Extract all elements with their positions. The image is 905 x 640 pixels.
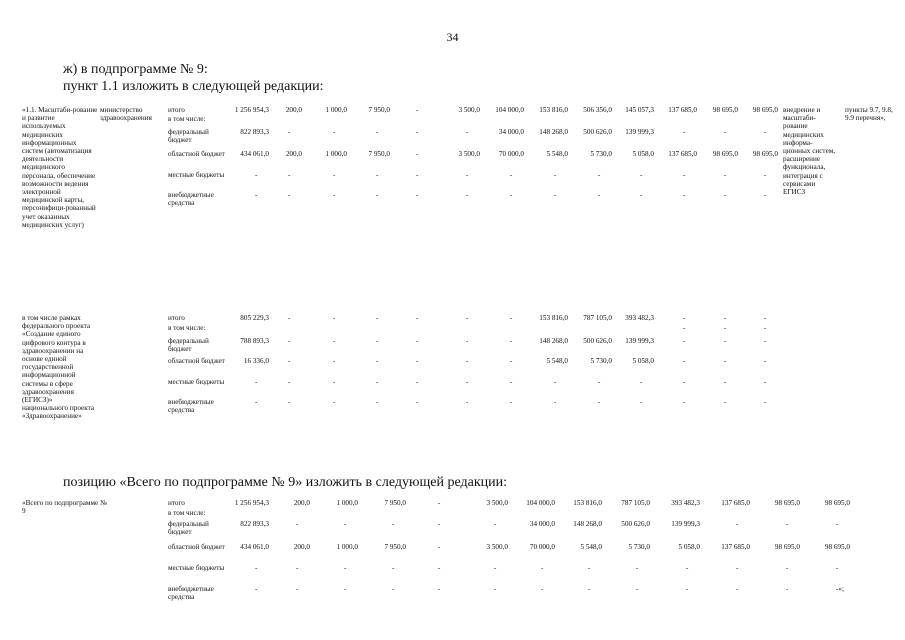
block3-cell: - xyxy=(255,564,258,572)
block1-cell: 98 695,0 xyxy=(752,106,778,114)
block1-cell: - xyxy=(416,150,419,158)
block2-cell: 5 548,0 xyxy=(546,357,568,365)
block3-cell: 434 061,0 xyxy=(240,543,269,551)
block3-cell: 1 000,0 xyxy=(336,499,358,507)
block3-cell: 70 000,0 xyxy=(529,543,555,551)
block2-cell: 16 336,0 xyxy=(243,357,269,365)
block2-cell: 5 058,0 xyxy=(632,357,654,365)
b2-src-vtch: в том числе: xyxy=(168,324,206,332)
block2-cell: 153 816,0 xyxy=(539,314,568,322)
block1-cell: - xyxy=(764,128,767,136)
block2-cell: - xyxy=(288,337,291,345)
block1-cell: 500 626,0 xyxy=(583,128,612,136)
block3-cell: 98 695,0 xyxy=(824,499,850,507)
block2-cell: - xyxy=(466,398,469,406)
block2-cell: - xyxy=(724,337,727,345)
block2-cell: - xyxy=(683,378,686,386)
block2-cell: 500 626,0 xyxy=(583,337,612,345)
block3-cell: 1 256 954,3 xyxy=(234,499,269,507)
heading-item: пункт 1.1 изложить в следующей редакции: xyxy=(63,79,324,94)
b2-src-fed: федеральный бюджет xyxy=(168,337,209,354)
block2-cell: - xyxy=(255,378,258,386)
block2-cell: - xyxy=(510,337,513,345)
block3-cell: - xyxy=(786,564,789,572)
block3-cell: 104 000,0 xyxy=(526,499,555,507)
b2-src-mest: местные бюджеты xyxy=(168,378,225,386)
block1-cell: 7 950,0 xyxy=(368,150,390,158)
block2-cell: 5 730,0 xyxy=(590,357,612,365)
block3-cell: 3 500,0 xyxy=(486,499,508,507)
block3-cell: 3 500,0 xyxy=(486,543,508,551)
b1-src-itogo: итого xyxy=(168,106,185,114)
block1-cell: - xyxy=(640,171,643,179)
block3-name: «Всего по подпрограмме № 9 xyxy=(22,499,107,516)
block2-cell: 805 229,3 xyxy=(240,314,269,322)
block2-cell: - xyxy=(376,314,379,322)
block1-cell: - xyxy=(764,171,767,179)
block3-cell: - xyxy=(344,520,347,528)
block3-cell: - xyxy=(686,585,689,593)
b1-src-vneb: внебюджетные средства xyxy=(168,191,214,208)
block1-cell: 822 893,3 xyxy=(240,128,269,136)
block2-cell: - xyxy=(764,398,767,406)
block3-cell: 34 000,0 xyxy=(529,520,555,528)
block1-cell: - xyxy=(554,171,557,179)
block3-cell: - xyxy=(836,520,839,528)
block3-cell: 7 950,0 xyxy=(384,543,406,551)
block1-cell: - xyxy=(510,191,513,199)
block1-cell: 137 685,0 xyxy=(668,106,697,114)
block2-cell: - xyxy=(683,337,686,345)
block2-cell: 788 893,3 xyxy=(240,337,269,345)
block2-cell: - xyxy=(416,337,419,345)
block3-cell: 98 695,0 xyxy=(824,543,850,551)
block3-cell: 137 685,0 xyxy=(721,543,750,551)
block2-cell: - xyxy=(683,314,686,322)
block3-cell: - xyxy=(836,564,839,572)
block3-cell: - xyxy=(494,585,497,593)
block1-cell: - xyxy=(598,171,601,179)
block2-cell: - xyxy=(466,378,469,386)
block3-cell: 5 730,0 xyxy=(628,543,650,551)
block2-cell: - xyxy=(333,357,336,365)
page-number: 34 xyxy=(446,30,459,44)
block1-cell: 3 500,0 xyxy=(458,106,480,114)
b3-src-vtch: в том числе: xyxy=(168,509,206,517)
block1-cell: 1 000,0 xyxy=(325,106,347,114)
heading-total: позицию «Всего по подпрограмме № 9» изложить в следующей редакции: xyxy=(63,475,508,490)
block1-cell: 5 730,0 xyxy=(590,150,612,158)
block2-cell: - xyxy=(724,314,727,322)
block2-cell: - xyxy=(466,314,469,322)
block1-cell: 34 000,0 xyxy=(498,128,524,136)
block3-cell: - xyxy=(296,564,299,572)
block1-cell: - xyxy=(288,128,291,136)
block3-cell: 148 268,0 xyxy=(573,520,602,528)
block3-cell: 787 105,0 xyxy=(621,499,650,507)
block1-cell: 70 000,0 xyxy=(498,150,524,158)
b2-src-obl: областной бюджет xyxy=(168,357,225,365)
block3-cell: 98 695,0 xyxy=(774,543,800,551)
b3-src-itogo: итого xyxy=(168,499,185,507)
block1-cell: - xyxy=(724,191,727,199)
block1-cell: 137 685,0 xyxy=(668,150,697,158)
block2-cell: - xyxy=(416,398,419,406)
block1-cell: 1 256 954,3 xyxy=(234,106,269,114)
block1-cell: - xyxy=(466,128,469,136)
block2-cell: - xyxy=(288,357,291,365)
block1-name: «1.1. Масштаби-рование и развитие используемых медицинских информационных систем (автоматизация деятельности медицинского персонала, обеспечение возможности ведения электронной медицинской карты, персонифици-рованный учет оказанных медицинских услуг) xyxy=(22,106,98,229)
block2-cell: 787 105,0 xyxy=(583,314,612,322)
block1-cell: - xyxy=(416,171,419,179)
block2-cell: - xyxy=(333,314,336,322)
block1-executor: министерство здравоохранения xyxy=(100,106,152,123)
block2-cell: - xyxy=(764,337,767,345)
block1-cell: - xyxy=(376,171,379,179)
block1-cell: 506 356,0 xyxy=(583,106,612,114)
block1-cell: - xyxy=(466,191,469,199)
block3-cell: 5 058,0 xyxy=(678,543,700,551)
block2-cell: - xyxy=(333,398,336,406)
block3-cell: - xyxy=(296,520,299,528)
block3-cell: 139 999,3 xyxy=(671,520,700,528)
block1-cell: 98 695,0 xyxy=(712,106,738,114)
block1-cell: 5 548,0 xyxy=(546,150,568,158)
block1-cell: 200,0 xyxy=(285,150,302,158)
block1-result: внедрение и масштаби-рование медицинских информа-ционных систем, расширение функционала, интеграция с сервисами ЕГИСЗ xyxy=(783,106,836,197)
block1-cell: - xyxy=(255,191,258,199)
block2-cell: - xyxy=(554,378,557,386)
block2-cell: - xyxy=(333,337,336,345)
block3-cell: 5 548,0 xyxy=(580,543,602,551)
block2-cell: - xyxy=(764,357,767,365)
block1-cell: - xyxy=(466,171,469,179)
block1-cell: - xyxy=(724,171,727,179)
b3-src-mest: местные бюджеты xyxy=(168,564,225,572)
block1-cell: - xyxy=(724,128,727,136)
block2-cell: - xyxy=(764,378,767,386)
block2-cell: - xyxy=(288,378,291,386)
block2-cell: - xyxy=(376,337,379,345)
block3-cell: - xyxy=(255,585,258,593)
block3-cell: - xyxy=(736,585,739,593)
block3-cell: 7 950,0 xyxy=(384,499,406,507)
block3-cell: 98 695,0 xyxy=(774,499,800,507)
block2-cell: - xyxy=(724,324,727,332)
block1-cell: - xyxy=(255,171,258,179)
block3-cell: 200,0 xyxy=(293,543,310,551)
block2-cell: - xyxy=(683,398,686,406)
block1-cell: 98 695,0 xyxy=(752,150,778,158)
block1-cell: 104 000,0 xyxy=(495,106,524,114)
block2-cell: - xyxy=(724,357,727,365)
block3-cell: - xyxy=(296,585,299,593)
block2-cell: - xyxy=(724,378,727,386)
block1-cell: 5 058,0 xyxy=(632,150,654,158)
b1-src-vtch: в том числе: xyxy=(168,115,206,123)
block3-cell: - xyxy=(786,585,789,593)
block1-cell: 7 950,0 xyxy=(368,106,390,114)
block2-cell: - xyxy=(510,378,513,386)
block2-cell: - xyxy=(510,314,513,322)
block3-cell: 153 816,0 xyxy=(573,499,602,507)
block3-cell: - xyxy=(588,585,591,593)
block2-cell: 139 999,3 xyxy=(625,337,654,345)
b2-src-vneb: внебюджетные средства xyxy=(168,398,214,415)
block1-cell: - xyxy=(683,171,686,179)
block2-cell: - xyxy=(764,314,767,322)
block3-cell: - xyxy=(494,564,497,572)
block1-cell: - xyxy=(598,191,601,199)
block1-cell: - xyxy=(683,191,686,199)
block2-cell: - xyxy=(333,378,336,386)
block2-cell: - xyxy=(416,378,419,386)
block3-cell: - xyxy=(636,585,639,593)
block3-cell: - xyxy=(736,520,739,528)
block2-cell: - xyxy=(640,378,643,386)
block2-cell: - xyxy=(376,378,379,386)
block1-cell: - xyxy=(416,106,419,114)
block1-cell: 148 268,0 xyxy=(539,128,568,136)
b3-src-obl: областной бюджет xyxy=(168,543,225,551)
block1-cell: 3 500,0 xyxy=(458,150,480,158)
block3-cell: - xyxy=(541,585,544,593)
block2-cell: - xyxy=(376,398,379,406)
block1-cell: 200,0 xyxy=(285,106,302,114)
block3-cell: 137 685,0 xyxy=(721,499,750,507)
block2-cell: - xyxy=(683,324,686,332)
block3-cell: - xyxy=(736,564,739,572)
block3-cell: - xyxy=(588,564,591,572)
block2-cell: - xyxy=(764,324,767,332)
b3-src-fed: федеральный бюджет xyxy=(168,520,209,537)
block3-cell: 393 482,3 xyxy=(671,499,700,507)
block1-cell: - xyxy=(288,191,291,199)
block1-cell: - xyxy=(376,191,379,199)
block1-cell: - xyxy=(416,128,419,136)
block1-cell: - xyxy=(333,191,336,199)
block1-cell: 1 000,0 xyxy=(325,150,347,158)
block3-cell: -»; xyxy=(836,585,844,593)
block3-cell: - xyxy=(494,520,497,528)
block1-cell: - xyxy=(333,171,336,179)
block3-cell: - xyxy=(392,520,395,528)
block1-cell: - xyxy=(333,128,336,136)
block2-cell: - xyxy=(598,398,601,406)
block3-cell: 1 000,0 xyxy=(336,543,358,551)
block2-cell: - xyxy=(288,398,291,406)
block2-cell: - xyxy=(466,357,469,365)
block3-cell: - xyxy=(438,543,441,551)
block3-cell: - xyxy=(541,564,544,572)
b1-src-obl: областной бюджет xyxy=(168,150,225,158)
block2-cell: - xyxy=(255,398,258,406)
block1-cell: 139 999,3 xyxy=(625,128,654,136)
block1-cell: - xyxy=(683,128,686,136)
block1-cell: - xyxy=(376,128,379,136)
block3-cell: - xyxy=(344,564,347,572)
block3-cell: - xyxy=(392,564,395,572)
heading-subprogram: ж) в подпрограмме № 9: xyxy=(63,62,208,77)
block2-cell: - xyxy=(288,314,291,322)
block2-cell: - xyxy=(554,398,557,406)
block1-cell: 434 061,0 xyxy=(240,150,269,158)
block2-cell: - xyxy=(466,337,469,345)
block1-cell: - xyxy=(554,191,557,199)
block2-cell: - xyxy=(640,398,643,406)
block3-cell: - xyxy=(392,585,395,593)
block2-cell: - xyxy=(510,357,513,365)
block3-cell: - xyxy=(438,585,441,593)
block1-cell: - xyxy=(288,171,291,179)
block1-link: пункты 9.7, 9.8, 9.9 перечня», xyxy=(845,106,893,123)
b3-src-vneb: внебюджетные средства xyxy=(168,585,214,602)
block3-cell: 200,0 xyxy=(293,499,310,507)
block3-cell: - xyxy=(438,520,441,528)
b1-src-fed: федеральный бюджет xyxy=(168,128,209,145)
block2-cell: - xyxy=(416,357,419,365)
block3-cell: 822 893,3 xyxy=(240,520,269,528)
block3-cell: - xyxy=(686,564,689,572)
block2-cell: - xyxy=(376,357,379,365)
block2-cell: - xyxy=(724,398,727,406)
block3-cell: - xyxy=(636,564,639,572)
block3-cell: - xyxy=(786,520,789,528)
block2-cell: 148 268,0 xyxy=(539,337,568,345)
block3-cell: - xyxy=(344,585,347,593)
b1-src-mest: местные бюджеты xyxy=(168,171,225,179)
block3-cell: - xyxy=(438,499,441,507)
block2-cell: - xyxy=(416,314,419,322)
block2-cell: - xyxy=(510,398,513,406)
block3-cell: 500 626,0 xyxy=(621,520,650,528)
block1-cell: - xyxy=(510,171,513,179)
block3-cell: - xyxy=(438,564,441,572)
block1-cell: 153 816,0 xyxy=(539,106,568,114)
block2-name: в том числе рамках федерального проекта «Создание единого цифрового контура в здравоохранении на основе единой государственной информационной системы в сфере здравоохранения (ЕГИСЗ)» национального проекта «Здравоохранение» xyxy=(22,314,95,421)
block2-cell: - xyxy=(683,357,686,365)
b2-src-itogo: итого xyxy=(168,314,185,322)
block1-cell: 98 695,0 xyxy=(712,150,738,158)
block1-cell: - xyxy=(640,191,643,199)
block2-cell: - xyxy=(598,378,601,386)
block1-cell: 145 057,3 xyxy=(625,106,654,114)
block2-cell: 393 482,3 xyxy=(625,314,654,322)
block1-cell: - xyxy=(764,191,767,199)
block1-cell: - xyxy=(416,191,419,199)
